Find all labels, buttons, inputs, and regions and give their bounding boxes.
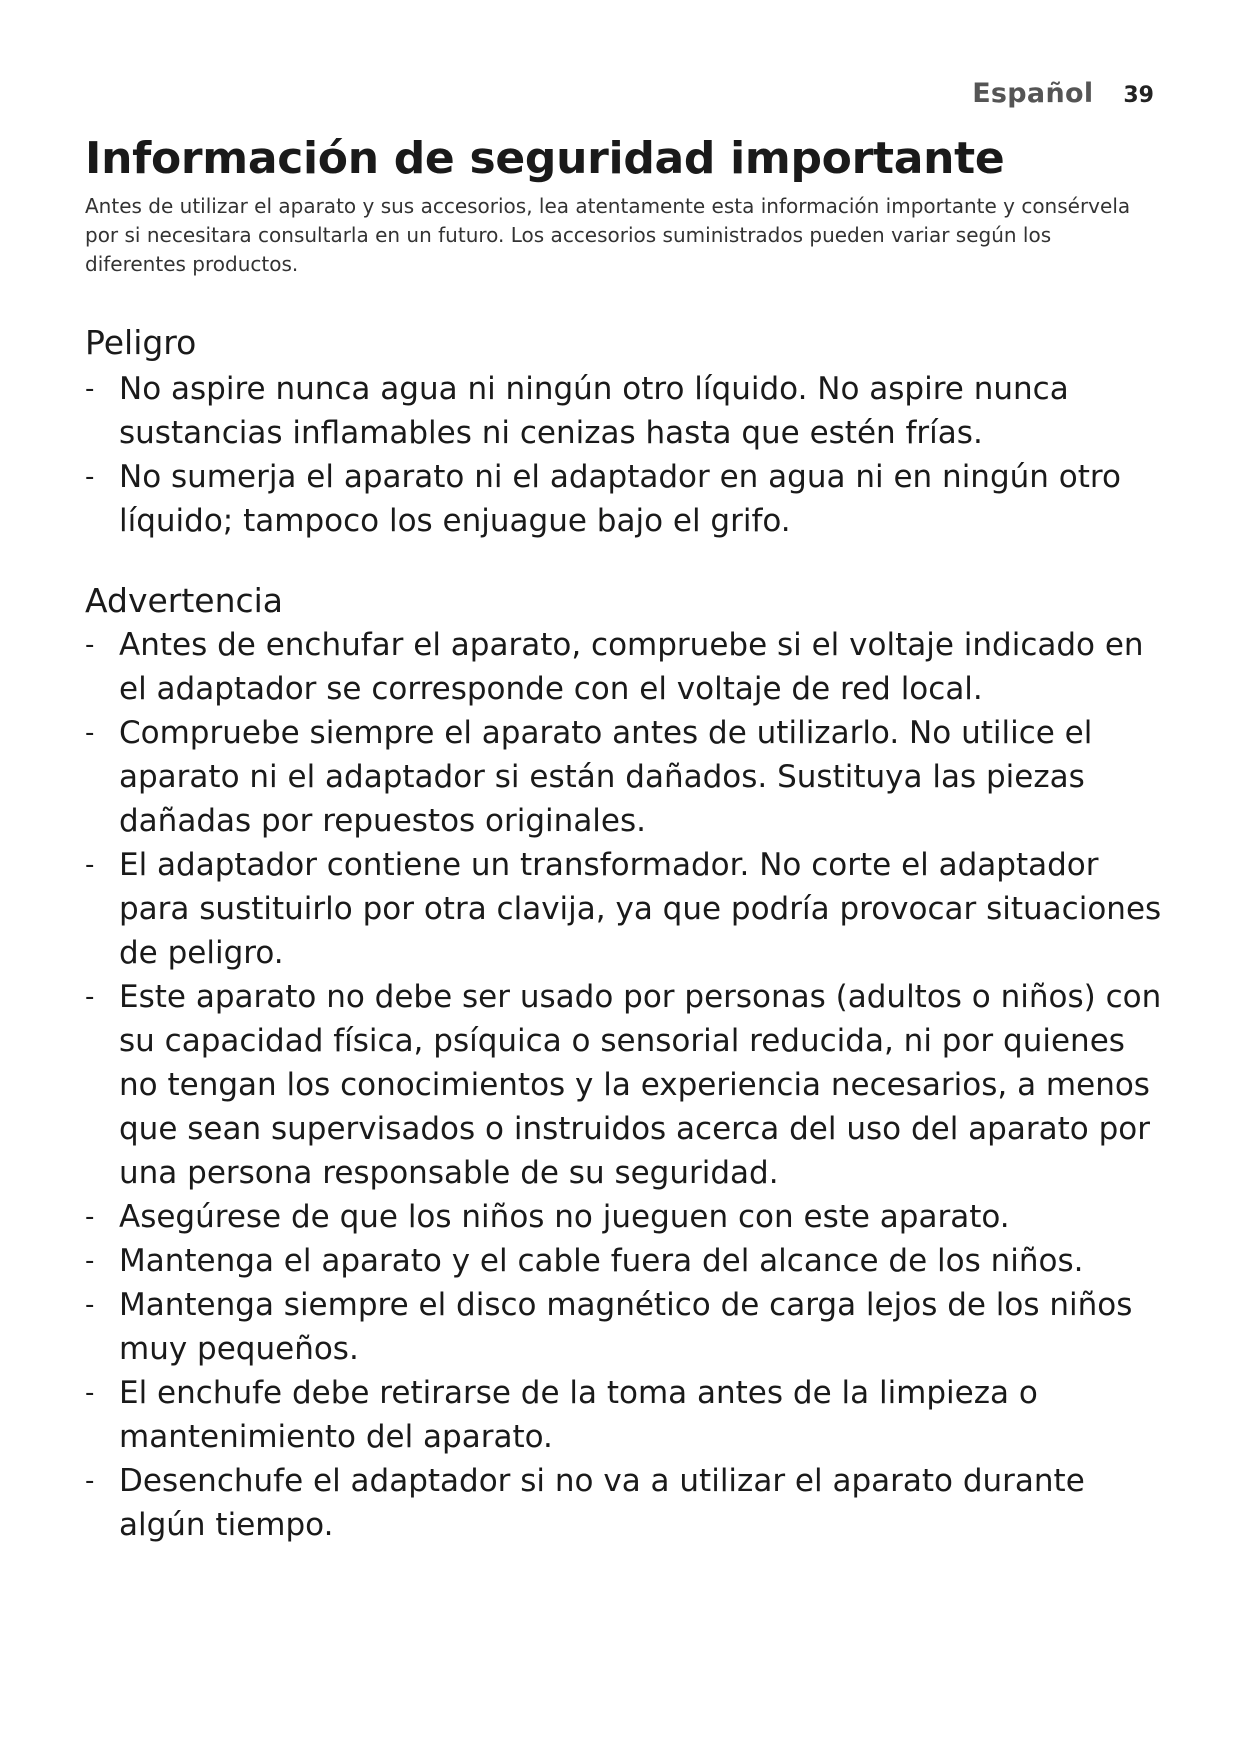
- list-item: [85, 711, 1165, 843]
- language-label: Español: [972, 78, 1094, 109]
- list-item-text: Antes de enchufar el aparato, compruebe si el voltaje indicado en el adaptador se corresponde con el voltaje de red local.: [119, 627, 1144, 707]
- bullet-dash: -: [85, 850, 95, 880]
- bullet-dash: -: [85, 630, 95, 660]
- list-item: [85, 843, 1165, 975]
- page-header: [972, 78, 1154, 109]
- document-body: [85, 130, 1165, 1547]
- section-advertencia: [85, 579, 1165, 1547]
- list-item: [85, 623, 1165, 711]
- bullet-dash: -: [85, 462, 95, 492]
- list-item: [85, 1371, 1165, 1459]
- list-item: [85, 1283, 1165, 1371]
- page-number: 39: [1123, 83, 1154, 108]
- list-item: [85, 367, 1165, 455]
- peligro-list: [85, 367, 1165, 543]
- list-item-text: Compruebe siempre el aparato antes de utilizarlo. No utilice el aparato ni el adaptador si están dañados. Sustituya las piezas dañadas por repuestos originales.: [119, 715, 1093, 839]
- list-item: [85, 1195, 1165, 1239]
- list-item-text: Desenchufe el adaptador si no va a utilizar el aparato durante algún tiempo.: [119, 1463, 1085, 1543]
- list-item: [85, 1459, 1165, 1547]
- list-item: [85, 1239, 1165, 1283]
- bullet-dash: -: [85, 1290, 95, 1320]
- section-peligro: [85, 321, 1165, 543]
- list-item-text: El enchufe debe retirarse de la toma antes de la limpieza o mantenimiento del aparato.: [119, 1375, 1038, 1455]
- list-item-text: Mantenga el aparato y el cable fuera del alcance de los niños.: [119, 1243, 1084, 1279]
- list-item-text: No sumerja el aparato ni el adaptador en agua ni en ningún otro líquido; tampoco los enjuague bajo el grifo.: [119, 459, 1121, 539]
- bullet-dash: -: [85, 982, 95, 1012]
- list-item-text: Asegúrese de que los niños no jueguen con este aparato.: [119, 1199, 1010, 1235]
- bullet-dash: -: [85, 718, 95, 748]
- advertencia-list: [85, 623, 1165, 1547]
- bullet-dash: -: [85, 1466, 95, 1496]
- section-heading-advertencia: Advertencia: [85, 581, 284, 620]
- list-item-text: Mantenga siempre el disco magnético de carga lejos de los niños muy pequeños.: [119, 1287, 1133, 1367]
- bullet-dash: -: [85, 1378, 95, 1408]
- list-item: [85, 455, 1165, 543]
- intro-paragraph: Antes de utilizar el aparato y sus accesorios, lea atentamente esta información importante y consérvela por si necesitara consultarla en un futuro. Los accesorios suministrados pueden variar según los diferentes productos.: [85, 194, 1131, 276]
- bullet-dash: -: [85, 1246, 95, 1276]
- bullet-dash: -: [85, 1202, 95, 1232]
- list-item-text: El adaptador contiene un transformador. No corte el adaptador para sustituirlo por otra clavija, ya que podría provocar situaciones de peligro.: [119, 847, 1162, 971]
- list-item-text: Este aparato no debe ser usado por personas (adultos o niños) con su capacidad física, psíquica o sensorial reducida, ni por quienes no tengan los conocimientos y la experiencia necesarios, a menos que sean supervisados o instruidos acerca del uso del aparato por una persona responsable de su seguridad.: [119, 979, 1162, 1191]
- list-item-text: No aspire nunca agua ni ningún otro líquido. No aspire nunca sustancias inflamables ni cenizas hasta que estén frías.: [119, 371, 1069, 451]
- section-heading-peligro: Peligro: [85, 323, 197, 362]
- list-item: [85, 975, 1165, 1195]
- document-title: Información de seguridad importante: [85, 133, 1005, 184]
- bullet-dash: -: [85, 374, 95, 404]
